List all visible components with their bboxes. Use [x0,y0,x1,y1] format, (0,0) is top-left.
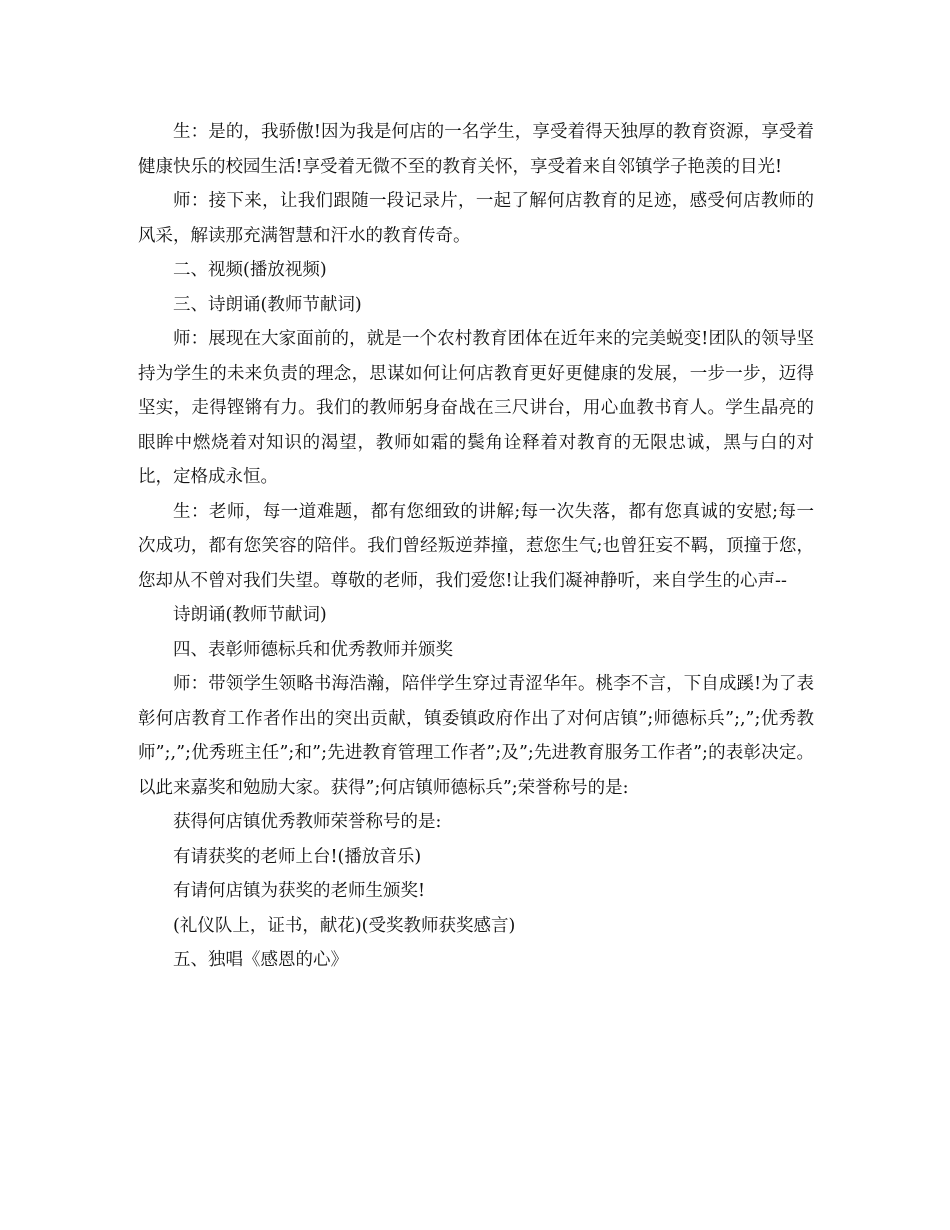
section-heading-awards: 四、表彰师德标兵和优秀教师并颁奖 [173,639,453,660]
section-heading-video: 二、视频(播放视频) [173,260,327,280]
document-page [138,115,814,978]
section-heading-solo-song: 五、独唱《感恩的心》 [173,950,348,970]
paragraph-student-pride: 生：是的，我骄傲!因为我是何店的一名学生，享受着得天独厚的教育资源，享受着健康快乐的校园生活!享受着无微不至的教育关怀，享受着来自邻镇学子艳羡的目光! [138,122,814,177]
line-ceremony-notes: (礼仪队上，证书，献花)(受奖教师获奖感言) [173,915,516,936]
paragraph-awards-announcement: 师：带领学生领略书海浩瀚，陪伴学生穿过青涩华年。桃李不言，下自成蹊!为了表彰何店教育工作者作出的突出贡献，镇委镇政府作出了对何店镇”;师德标兵”;,”;优秀教师”;,”;优秀班主任”;和”;先进教育管理工作者”;及”;先进教育服务工作者”;的表彰决定。以此来嘉奖和勉励大家。获得”;何店镇师德标兵”;荣誉称号的是: [138,674,814,798]
line-excellent-teachers: 获得何店镇优秀教师荣誉称号的是: [173,812,442,832]
paragraph-teacher-team: 师：展现在大家面前的，就是一个农村教育团体在近年来的完美蜕变!团队的领导坚持为学生的未来负责的理念，思谋如何让何店教育更好更健康的发展，一步一步，迈得坚实，走得铿锵有力。我们的教师躬身奋战在三尺讲台，用心血教书育人。学生晶亮的眼眸中燃烧着对知识的渴望，教师如霜的鬓角诠释着对教育的无限忠诚，黑与白的对比，定格成永恒。 [138,329,814,487]
line-invite-presenters: 有请何店镇为获奖的老师生颁奖! [173,881,426,901]
line-poem-recital: 诗朗诵(教师节献词) [173,605,327,625]
line-invite-winners: 有请获奖的老师上台!(播放音乐) [173,846,422,867]
paragraph-student-thanks: 生：老师，每一道难题，都有您细致的讲解;每一次失落，都有您真诚的安慰;每一次成功，都有您笑容的陪伴。我们曾经叛逆莽撞，惹您生气;也曾狂妄不羁，顶撞于您，您却从不曾对我们失望。尊敬的老师，我们爱您!让我们凝神静听，来自学生的心声-- [138,501,814,591]
section-heading-poem: 三、诗朗诵(教师节献词) [173,294,362,315]
paragraph-teacher-intro-video: 师：接下来，让我们跟随一段记录片，一起了解何店教育的足迹，感受何店教师的风采，解读那充满智慧和汗水的教育传奇。 [138,191,814,246]
